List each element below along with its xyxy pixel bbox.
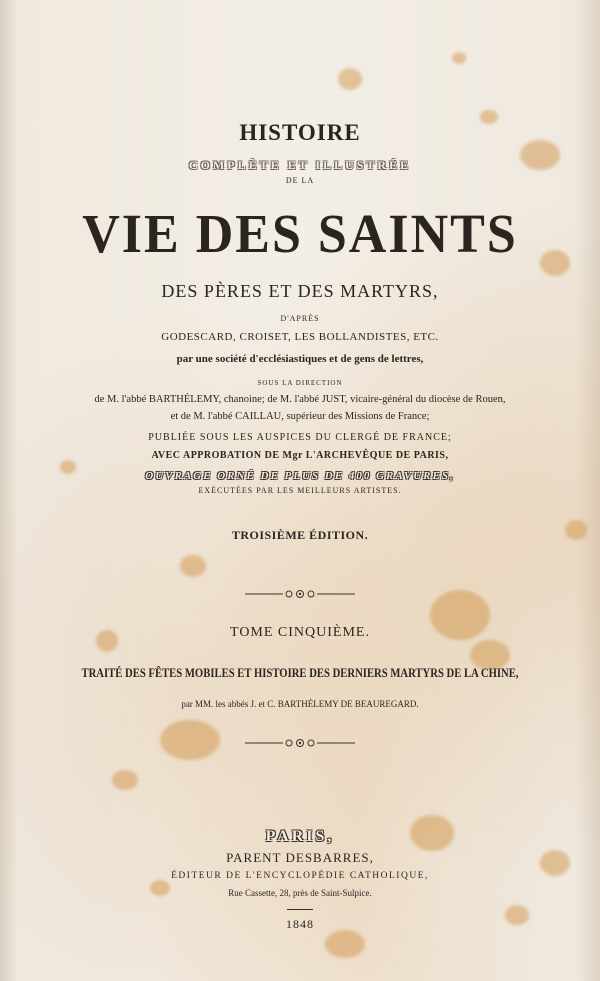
title-histoire: HISTOIRE: [239, 120, 361, 145]
dapres-label: D'APRÈS: [280, 314, 320, 323]
tome-line: TOME CINQUIÈME.: [230, 625, 370, 640]
ornament-divider-icon: [245, 588, 355, 600]
main-title: VIE DES SAINTS: [82, 204, 518, 265]
engravings-line: OUVRAGE ORNÉ DE PLUS DE 400 GRAVURES,: [145, 470, 455, 482]
imprint-publisher: PARENT DESBARRES,: [226, 850, 374, 865]
auspices-line: PUBLIÉE SOUS LES AUSPICES DU CLERGÉ DE FRANCE;: [148, 432, 452, 443]
imprint-publisher-role: ÉDITEUR DE L'ENCYCLOPÉDIE CATHOLIQUE,: [171, 871, 429, 881]
imprint-city: PARIS,: [265, 828, 335, 845]
direction-line-1: de M. l'abbé BARTHÉLEMY, chanoine; de M. l'abbé JUST, vicaire-général du diocèse de Rouen,: [94, 394, 506, 405]
sources-line: GODESCARD, CROISET, LES BOLLANDISTES, ETC.: [161, 331, 439, 343]
foxing-stain: [112, 770, 138, 790]
foxing-stain: [160, 720, 220, 760]
edition-line: TROISIÈME ÉDITION.: [231, 528, 369, 542]
direction-line-2: et de M. l'abbé CAILLAU, supérieur des Missions de France;: [170, 411, 430, 422]
title-complete: COMPLÈTE ET ILLUSTRÉE: [188, 158, 412, 172]
ornament-divider-icon: [245, 737, 355, 749]
divider-rule: [287, 909, 313, 910]
societe-line: par une société d'ecclésiastiques et de gens de lettres,: [176, 353, 424, 365]
foxing-stain: [180, 555, 206, 577]
foxing-stain: [325, 930, 365, 958]
direction-label: SOUS LA DIRECTION: [257, 379, 343, 387]
volume-authors: par MM. les abbés J. et C. BARTHÉLEMY DE BEAUREGARD.: [181, 699, 419, 709]
imprint-year: 1848: [286, 917, 314, 931]
approbation-line: AVEC APPROBATION DE Mgr L'ARCHEVÊQUE DE PARIS,: [151, 450, 449, 461]
artists-line: EXÉCUTÉES PAR LES MEILLEURS ARTISTES.: [198, 486, 402, 495]
foxing-stain: [452, 52, 466, 64]
volume-title: TRAITÉ DES FÊTES MOBILES ET HISTOIRE DES DERNIERS MARTYRS DE LA CHINE,: [81, 665, 519, 680]
title-de-la: DE LA: [285, 176, 315, 185]
foxing-stain: [338, 68, 362, 90]
imprint-address: Rue Cassette, 28, près de Saint-Sulpice.: [228, 888, 372, 898]
subtitle: DES PÈRES ET DES MARTYRS,: [161, 281, 439, 301]
